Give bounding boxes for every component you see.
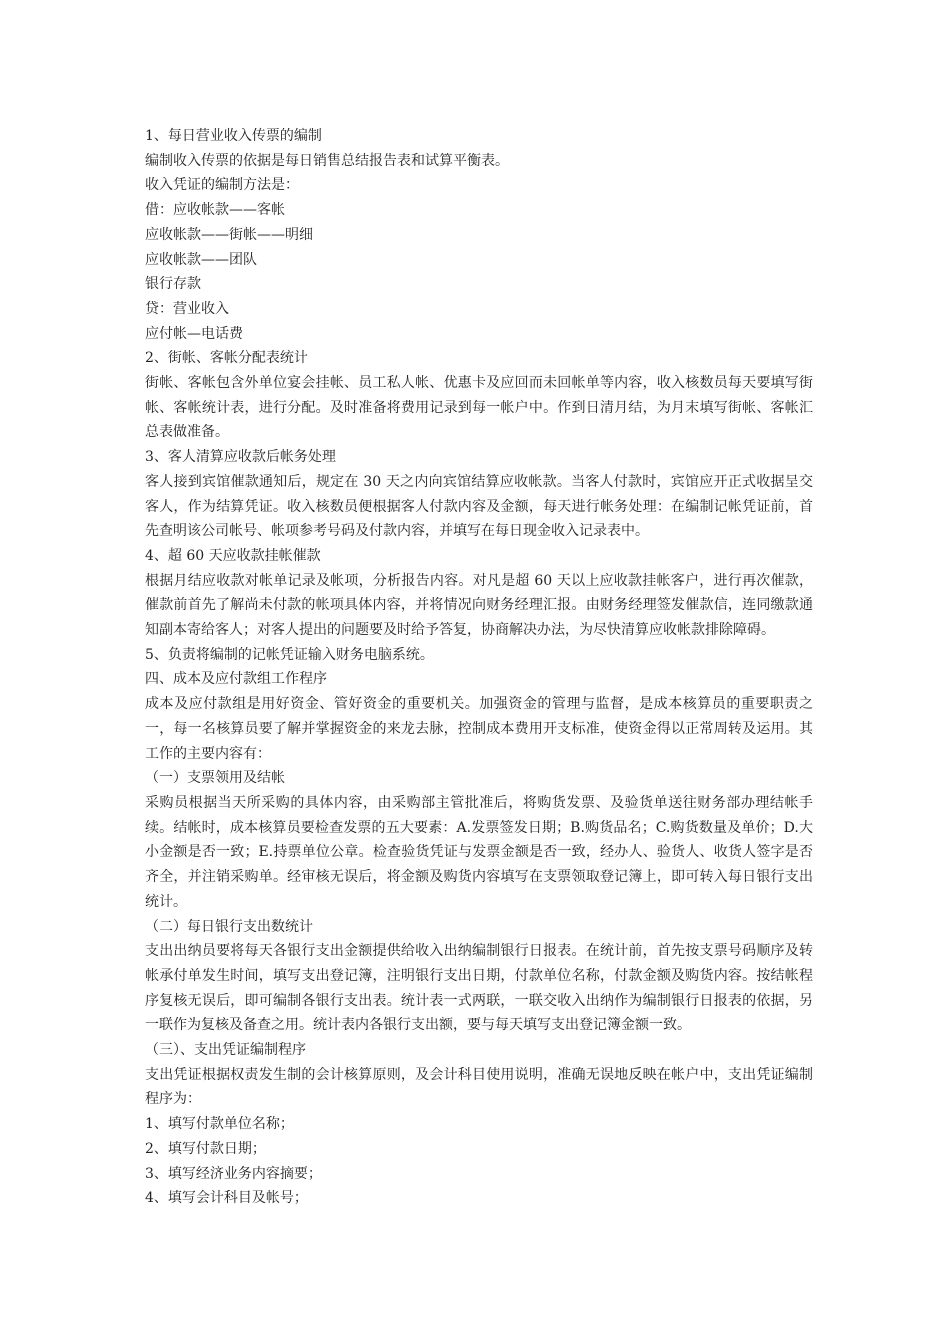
- heading-receivable-settlement: 3、客人清算应收款后帐务处理: [145, 449, 336, 466]
- paragraph-account-allocation: 街帐、客帐包含外单位宴会挂帐、员工私人帐、优惠卡及应回而未回帐单等内容，收入核数员每天要填写街帐、客帐统计表，进行分配。及时准备将费用记录到每一帐户中。作到日清月结，为月末填写街帐、客帐汇总表做准备。: [145, 375, 813, 441]
- paragraph-check-settlement: 采购员根据当天所采购的具体内容，由采购部主管批准后，将购货发票、及验货单送往财务部办理结帐手续。结帐时，成本核算员要检查发票的五大要素：A.发票签发日期；B.购货品名；C.购货数量及单价；D.大小金额是否一致；E.持票单位公章。检查验货凭证与发票金额是否一致，经办人、验货人、收货人签字是否齐全，并注销采购单。经审核无误后，将金额及购货内容填写在支票领取登记簿上，即可转入每日银行支出统计。: [145, 794, 813, 910]
- list-item-business-summary: 3、填写经济业务内容摘要；: [145, 1165, 322, 1182]
- entry-group-account: 应收帐款——团队: [145, 251, 257, 268]
- entry-credit-revenue: 贷：营业收入: [145, 300, 229, 317]
- paragraph-voucher-method: 收入凭证的编制方法是：: [145, 177, 299, 194]
- heading-cost-payable-procedure: 四、成本及应付款组工作程序: [145, 671, 327, 688]
- heading-voucher-input: 5、负责将编制的记帐凭证输入财务电脑系统。: [145, 646, 434, 663]
- paragraph-bank-expense-stats: 支出出纳员要将每天各银行支出金额提供给收入出纳编制银行日报表。在统计前，首先按支票号码顺序及转帐承付单发生时间，填写支出登记簿，注明银行支出日期，付款单位名称，付款金额及购货内容。按结帐程序复核无误后，即可编制各银行支出表。统计表一式两联，一联交收入出纳作为编制银行日报表的依据，另一联作为复核及备查之用。统计表内各银行支出额，要与每天填写支出登记簿金额一致。: [145, 943, 813, 1034]
- heading-expense-voucher-procedure: （三）、支出凭证编制程序: [145, 1042, 306, 1059]
- paragraph-receivable-settlement: 客人接到宾馆催款通知后，规定在 30 天之内向宾馆结算应收帐款。当客人付款时，宾馆应开正式收据呈交客人，作为结算凭证。收入核数员便根据客人付款内容及金额，每天进行帐务处理：在编制记帐凭证前，首先查明该公司帐号、帐项参考号码及付款内容，并填写在每日现金收入记录表中。: [145, 473, 813, 540]
- paragraph-overdue-collection: 根据月结应收款对帐单记录及帐项，分析报告内容。对凡是超 60 天以上应收款挂帐客户，进行再次催款，催款前首先了解尚未付款的帐项具体内容，并将情况向财务经理汇报。由财务经理签发催款信，连同缴款通知副本寄给客人；对客人提出的问题要及时给予答复，协商解决办法，为尽快清算应收帐款排除障碍。: [145, 572, 813, 639]
- document-body: [145, 124, 813, 1211]
- entry-payable-phone: 应付帐—电话费: [145, 325, 243, 342]
- paragraph-voucher-basis: 编制收入传票的依据是每日销售总结报告表和试算平衡表。: [145, 152, 509, 169]
- entry-street-account-detail: 应收帐款——街帐——明细: [145, 226, 313, 243]
- heading-account-allocation: 2、街帐、客帐分配表统计: [145, 350, 308, 367]
- paragraph-expense-voucher-procedure: 支出凭证根据权责发生制的会计核算原则，及会计科目使用说明，准确无误地反映在帐户中，支出凭证编制程序为：: [145, 1066, 813, 1108]
- heading-daily-revenue-voucher: 1、每日营业收入传票的编制: [145, 128, 322, 144]
- entry-bank-deposit: 银行存款: [145, 276, 201, 293]
- heading-overdue-collection: 4、超 60 天应收款挂帐催款: [145, 547, 321, 564]
- heading-bank-expense-stats: （二）每日银行支出数统计: [145, 918, 313, 935]
- list-item-payee-name: 1、填写付款单位名称；: [145, 1116, 294, 1133]
- list-item-payment-date: 2、填写付款日期；: [145, 1140, 266, 1157]
- paragraph-cost-payable-intro: 成本及应付款组是用好资金、管好资金的重要机关。加强资金的管理与监督，是成本核算员的重要职责之一，每一名核算员要了解并掌握资金的来龙去脉，控制成本费用开支标准，使资金得以正常周转及运用。其工作的主要内容有：: [145, 696, 813, 762]
- entry-debit-guest-account: 借：应收帐款——客帐: [145, 202, 285, 219]
- list-item-account-subject: 4、填写会计科目及帐号；: [145, 1190, 308, 1207]
- heading-check-settlement: （一）支票领用及结帐: [145, 770, 285, 787]
